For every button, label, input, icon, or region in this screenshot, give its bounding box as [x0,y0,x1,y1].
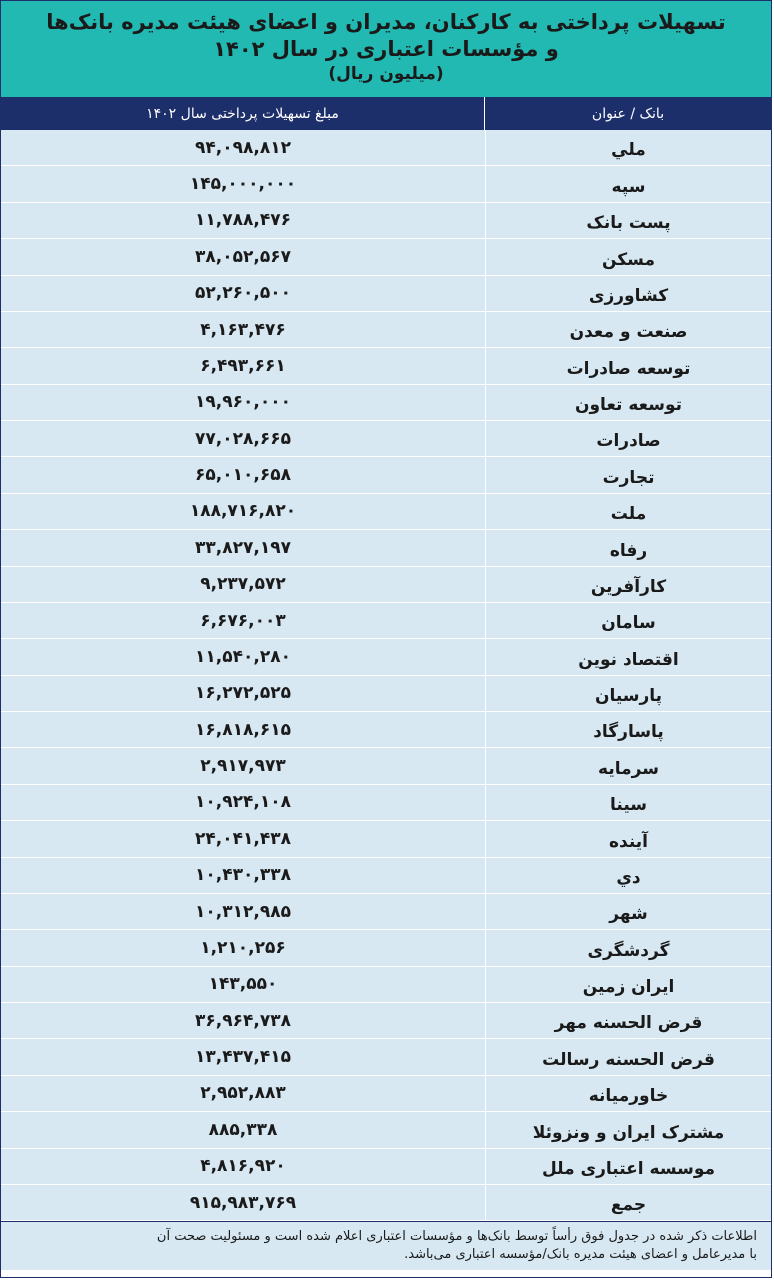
bank-name-cell: کشاورزی [485,276,771,311]
table-row [1,530,771,566]
bank-name-cell: سامان [485,603,771,638]
table-row [1,385,771,421]
table-row [1,130,771,166]
table-header [1,97,771,130]
amount-cell: ۴,۱۶۳,۴۷۶ [200,319,286,340]
bank-name-cell: قرض الحسنه مهر [485,1003,771,1038]
amount-cell: ۱۴۵,۰۰۰,۰۰۰ [189,174,297,195]
bank-name-cell: ملي [485,130,771,165]
amount-cell: ۳۶,۹۶۴,۷۳۸ [195,1010,291,1031]
bank-name-cell: شهر [485,894,771,929]
bank-name-cell: پست بانک [485,203,771,238]
table-row [1,894,771,930]
amount-cell: ۱۳,۴۳۷,۴۱۵ [195,1047,291,1068]
bank-name-cell: سپه [485,166,771,201]
table-row [1,276,771,312]
amount-cell: ۱۶,۸۱۸,۶۱۵ [195,719,291,740]
amount-cell: ۱۶,۲۷۲,۵۲۵ [195,683,291,704]
table-row [1,1149,771,1185]
amount-cell: ۱۱,۵۴۰,۲۸۰ [195,646,291,667]
table-row [1,748,771,784]
bank-name-cell: موسسه اعتباری ملل [485,1149,771,1184]
table-row [1,1003,771,1039]
table-row [1,676,771,712]
amount-cell: ۱۰,۹۲۴,۱۰۸ [195,792,291,813]
table-row [1,639,771,675]
table-row [1,1076,771,1112]
bank-name-cell: توسعه صادرات [485,348,771,383]
amount-cell: ۵۲,۲۶۰,۵۰۰ [195,283,291,304]
title-line-1: تسهیلات پرداختی به کارکنان، مدیران و اعضای هیئت مدیره بانک‌ها [46,10,726,34]
amount-cell: ۷۷,۰۲۸,۶۶۵ [195,428,291,449]
amount-cell: ۶,۶۷۶,۰۰۳ [200,610,286,631]
amount-cell: ۱,۲۱۰,۲۵۶ [200,937,286,958]
title-banner [1,1,771,97]
amount-cell: ۶,۴۹۳,۶۶۱ [200,355,286,376]
amount-cell: ۹۴,۰۹۸,۸۱۲ [195,137,291,158]
footnote-line-2: با مدیرعامل و اعضای هیئت مدیره بانک/مؤسسه اعتباری می‌باشد. [404,1247,757,1263]
footnote-line-1: اطلاعات ذکر شده در جدول فوق رأساً توسط بانک‌ها و مؤسسات اعتباری اعلام شده است و مسئولیت صحت آن [156,1229,757,1245]
title-line-2: و مؤسسات اعتباری در سال ۱۴۰۲ [213,37,559,61]
table-row [1,239,771,275]
header-value: مبلغ تسهیلات پرداختی سال ۱۴۰۲ [146,105,339,122]
table-row [1,785,771,821]
table-row [1,858,771,894]
table-row [1,821,771,857]
table-row [1,1112,771,1148]
amount-cell: ۱۹,۹۶۰,۰۰۰ [195,392,291,413]
bank-name-cell: آینده [485,821,771,856]
bank-name-cell: ایران زمین [485,967,771,1002]
bank-name-cell: تجارت [485,457,771,492]
table-row [1,457,771,493]
bank-name-cell: خاورمیانه [485,1076,771,1111]
table-row [1,567,771,603]
amount-cell: ۱۸۸,۷۱۶,۸۲۰ [189,501,297,522]
bank-name-cell: کارآفرین [485,567,771,602]
amount-cell: ۲,۹۱۷,۹۷۳ [200,756,286,777]
table-row [1,348,771,384]
table-row [1,1039,771,1075]
amount-cell: ۳۸,۰۵۲,۵۶۷ [195,246,291,267]
bank-name-cell: دي [485,858,771,893]
table-row [1,312,771,348]
table-row [1,930,771,966]
unit-label: (میلیون ریال) [328,64,444,84]
amount-cell: ۸۸۵,۳۳۸ [208,1119,278,1140]
bank-name-cell: مسکن [485,239,771,274]
table-row [1,1185,771,1221]
amount-cell: ۹,۲۳۷,۵۷۲ [200,574,286,595]
bank-name-cell: قرض الحسنه رسالت [485,1039,771,1074]
amount-cell: ۳۳,۸۲۷,۱۹۷ [195,537,291,558]
amount-cell: ۶۵,۰۱۰,۶۵۸ [195,465,291,486]
amount-cell: ۱۰,۴۳۰,۳۳۸ [195,865,291,886]
bank-name-cell: سینا [485,785,771,820]
bank-name-cell: پارسیان [485,676,771,711]
amount-cell: ۴,۸۱۶,۹۲۰ [200,1156,286,1177]
bank-name-cell: صنعت و معدن [485,312,771,347]
footnote [1,1221,771,1270]
table-row [1,203,771,239]
bank-name-cell: صادرات [485,421,771,456]
bank-name-cell: مشترک ایران و ونزوئلا [485,1112,771,1147]
table-row [1,166,771,202]
table-row [1,603,771,639]
header-name: بانک / عنوان [484,97,771,130]
bank-name-cell: اقتصاد نوین [485,639,771,674]
amount-cell: ۲,۹۵۲,۸۸۳ [200,1083,286,1104]
table-row [1,967,771,1003]
bank-name-cell: توسعه تعاون [485,385,771,420]
table-body [1,130,771,1221]
bank-name-cell: ملت [485,494,771,529]
table-row [1,712,771,748]
amount-cell: ۱۱,۷۸۸,۴۷۶ [195,210,291,231]
bank-name-cell: رفاه [485,530,771,565]
bank-name-cell: گردشگری [485,930,771,965]
table-row [1,421,771,457]
bank-name-cell: جمع [485,1185,771,1220]
table-row [1,494,771,530]
amount-cell: ۱۴۳,۵۵۰ [208,974,278,995]
amount-cell: ۹۱۵,۹۸۳,۷۶۹ [189,1192,297,1213]
amount-cell: ۱۰,۳۱۲,۹۸۵ [195,901,291,922]
bank-name-cell: پاسارگاد [485,712,771,747]
bank-name-cell: سرمایه [485,748,771,783]
amount-cell: ۲۴,۰۴۱,۴۳۸ [195,828,291,849]
